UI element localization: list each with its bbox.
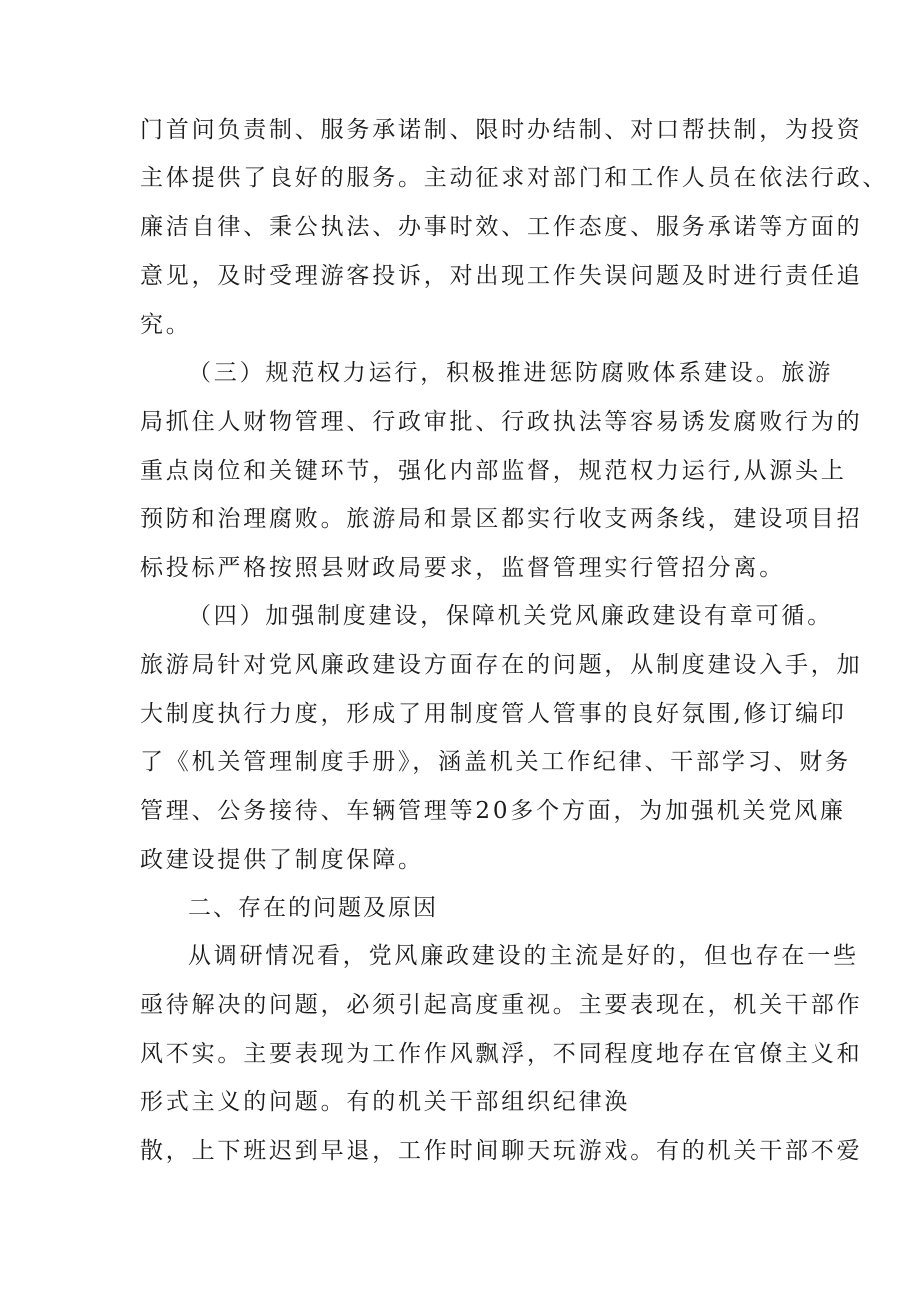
body-text-line: 散，上下班迟到早退，工作时间聊天玩游戏。有的机关干部不爱: [140, 1138, 863, 1164]
body-text-line: 重点岗位和关键环节，强化内部监督，规范权力运行,从源头上: [140, 458, 847, 484]
body-text-line: 旅游局针对党风廉政建设方面存在的问题，从制度建设入手，加: [140, 652, 863, 678]
body-text-line: 从调研情况看，党风廉政建设的主流是好的，但也存在一些: [188, 943, 859, 969]
body-text-line: 风不实。主要表现为工作作风飘浮，不同程度地存在官僚主义和: [140, 1041, 863, 1067]
body-text-line: 究。: [140, 312, 192, 338]
body-text-line: 了《机关管理制度手册》，涵盖机关工作纪律、干部学习、财务: [140, 749, 851, 775]
section-heading-3: （三）规范权力运行，积极推进惩防腐败体系建设。旅游: [188, 360, 833, 386]
section-heading-2: 二、存在的问题及原因: [188, 895, 438, 921]
body-text-line: 预防和治理腐败。旅游局和景区都实行收支两条线，建设项目招: [140, 506, 863, 532]
body-text-line: 意见，及时受理游客投诉，对出现工作失误问题及时进行责任追: [140, 263, 863, 289]
body-text-line: 主体提供了良好的服务。主动征求对部门和工作人员在依法行政、: [140, 165, 889, 191]
section-heading-4: （四）加强制度建设，保障机关党风廉政建设有章可循。: [188, 603, 833, 629]
body-text-line: 亟待解决的问题，必须引起高度重视。主要表现在，机关干部作: [140, 992, 863, 1018]
body-text-line: 局抓住人财物管理、行政审批、行政执法等容易诱发腐败行为的: [140, 409, 863, 435]
body-text-line: 标投标严格按照县财政局要求，监督管理实行管招分离。: [140, 555, 785, 581]
body-text-line: 政建设提供了制度保障。: [140, 847, 424, 873]
body-text-line: 廉洁自律、秉公执法、办事时效、工作态度、服务承诺等方面的: [140, 214, 863, 240]
body-text-line: 管理、公务接待、车辆管理等20多个方面，为加强机关党风廉: [140, 798, 846, 824]
body-text-line: 门首问负责制、服务承诺制、限时办结制、对口帮扶制，为投资: [140, 117, 863, 143]
body-text-line: 形式主义的问题。有的机关干部组织纪律涣: [140, 1089, 631, 1115]
body-text-line: 大制度执行力度，形成了用制度管人管事的良好氛围,修订编印: [140, 701, 847, 727]
